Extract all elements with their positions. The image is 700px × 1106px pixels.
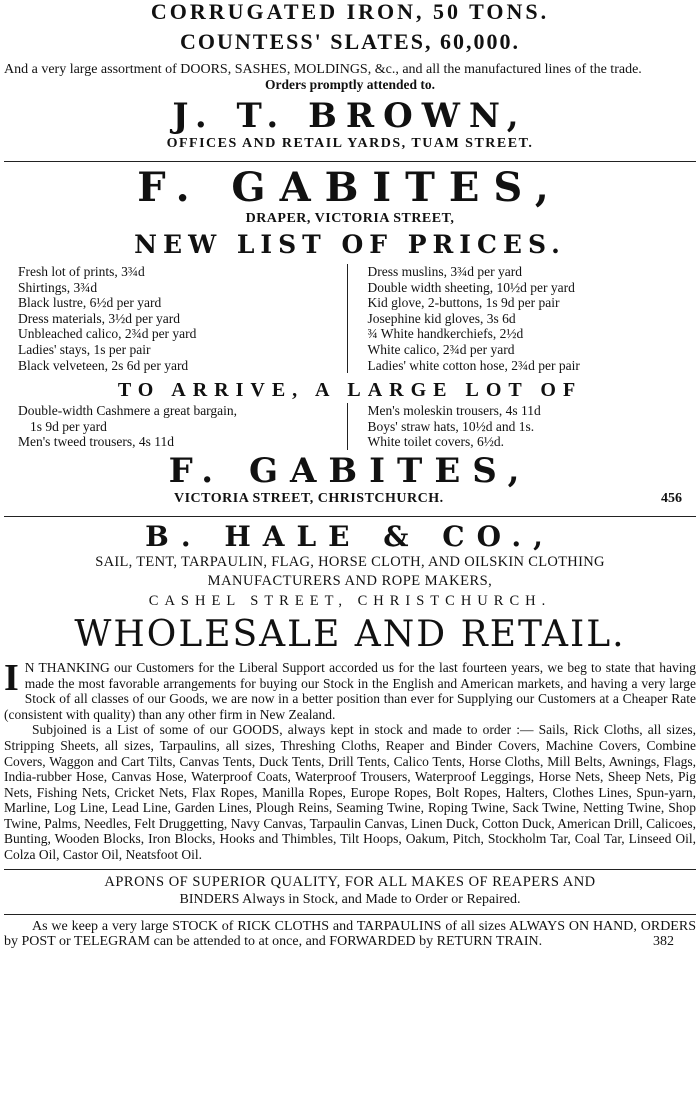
price-item: Ladies' white cotton hose, 2¾d per pair bbox=[367, 357, 580, 373]
hale-stock-notice bbox=[4, 919, 696, 951]
price-item: Dress muslins, 3¾d per yard bbox=[367, 264, 522, 279]
arrive-heading: TO ARRIVE, A LARGE LOT OF bbox=[117, 379, 583, 402]
arrive-item: Double-width Cashmere a great bargain, bbox=[18, 403, 238, 419]
brown-description: And a very large assortment of DOORS, SASHES, MOLDINGS, &c., and all the manufactured lines of the trade. bbox=[4, 62, 642, 77]
hale-advert bbox=[4, 521, 696, 950]
gabites-advert bbox=[4, 166, 696, 508]
divider bbox=[4, 516, 696, 517]
arrive-column-left bbox=[4, 403, 347, 450]
price-item: Double width sheeting, 10½d per yard bbox=[367, 279, 575, 295]
divider bbox=[4, 869, 696, 870]
arrive-item: Men's moleskin trousers, 4s 11d bbox=[367, 403, 541, 419]
hale-trades-2: MANUFACTURERS AND ROPE MAKERS, bbox=[207, 572, 493, 589]
hale-intro bbox=[4, 656, 696, 722]
gabites-name: F. GABITES, bbox=[137, 164, 563, 211]
hale-goods-list: Subjoined is a List of some of our GOODS, always kept in stock and made to order :— Sails, Rick Cloths, all sizes, Stripping Sheets, all sizes, Tarpaulins, all sizes, Threshing Cloths, Reaper and Binder Covers, Machine Covers, Combine Covers, Waggon and Cart Tilts, Canvas Tents, Duck Tents, Drill Tents, Calico Tents, Horse Cloths, Mill Belts, Awnings, Flags, India-rubber Hose, Canvas Hose, Waterproof Coats, Waterproof Trousers, Waterproof Leggings, Horse Nets, Sheep Nets, Pig Nets, Fishing Nets, Cricket Nets, Flax Ropes, Manilla Ropes, Europe Ropes, Bolt Ropes, Halters, Clothes Lines, Spun-yarn, Marline, Log Line, Lead Line, Garden Lines, Plough Reins, Seaming Twine, Roping Twine, Sack Twine, Netting Twine, Shop Twine, Palms, Needles, Felt Druggetting, Navy Canvas, Tarpaulin Canvas, Linen Duck, Cotton Duck, American Drill, Calicoes, Bunting, Wooden Blocks, Iron Blocks, Hooks and Thimbles, Tilt Hoops, Oakum, Pitch, Stockholm Tar, Coal Tar, Linseed Oil, Colza Oil, Castor Oil, Neatsfoot Oil. bbox=[4, 722, 696, 863]
hale-stock-text: As we keep a very large STOCK of RICK CLOTHS and TARPAULINS of all sizes ALWAYS ON HAND, ORDERS by POST or TELEGRAM can be attended to at once, and FORWARDED by RETURN TRAIN. bbox=[4, 918, 696, 950]
divider bbox=[4, 161, 696, 162]
arrive-item: Boys' straw hats, 10½d and 1s. bbox=[367, 418, 535, 434]
price-item: Unbleached calico, 2¾d per yard bbox=[18, 326, 197, 342]
divider bbox=[4, 914, 696, 915]
price-item: Shirtings, 3¾d bbox=[18, 279, 98, 295]
brown-orders-note: Orders promptly attended to. bbox=[265, 77, 435, 92]
price-item: Black lustre, 6½d per yard bbox=[18, 295, 162, 311]
gabites-address-row bbox=[4, 490, 696, 508]
aprons-notice-2: BINDERS Always in Stock, and Made to Order or Repaired. bbox=[179, 891, 521, 907]
price-item: ¾ White handkerchiefs, 2½d bbox=[367, 326, 524, 342]
gabites-name-footer: F. GABITES, bbox=[168, 450, 532, 491]
wholesale-banner: WHOLESALE AND RETAIL. bbox=[74, 613, 626, 655]
arrive-item: 1s 9d per yard bbox=[30, 418, 107, 434]
brown-advert bbox=[4, 0, 696, 153]
gabites-address: VICTORIA STREET, CHRISTCHURCH. bbox=[174, 490, 444, 506]
brown-headline-slates: COUNTESS' SLATES, 60,000. bbox=[180, 29, 520, 54]
hale-intro-text: N THANKING our Customers for the Liberal Support accorded us for the last fourteen years, we beg to state that having made the most favorable arrangements for buying our Stock in the English and American markets, and having a very large Stock of all classes of our Goods, we are now in a better position than ever for Supplying our Customers at a Cheaper Rate (consistent with quality) than any other firm in New Zealand. bbox=[4, 659, 696, 722]
arrive-item: White toilet covers, 6½d. bbox=[367, 434, 504, 450]
hale-trades: SAIL, TENT, TARPAULIN, FLAG, HORSE CLOTH, AND OILSKIN CLOTHING bbox=[95, 553, 605, 570]
hale-name: B. HALE & CO., bbox=[145, 519, 555, 553]
arrive-column-right bbox=[347, 403, 697, 450]
price-item: Ladies' stays, 1s per pair bbox=[18, 341, 151, 357]
price-item: Kid glove, 2-buttons, 1s 9d per pair bbox=[367, 295, 560, 311]
price-item: Josephine kid gloves, 3s 6d bbox=[367, 310, 516, 326]
drop-cap: I bbox=[4, 656, 19, 699]
brown-offices: OFFICES AND RETAIL YARDS, TUAM STREET. bbox=[166, 136, 534, 151]
price-list bbox=[4, 264, 696, 373]
gabites-subtitle: DRAPER, VICTORIA STREET, bbox=[245, 211, 455, 226]
price-column-left bbox=[4, 264, 347, 373]
advert-number: 456 bbox=[661, 490, 682, 506]
arrive-item: Men's tweed trousers, 4s 11d bbox=[18, 434, 175, 450]
advert-number: 382 bbox=[653, 934, 674, 950]
price-column-right bbox=[347, 264, 697, 373]
price-item: Fresh lot of prints, 3¾d bbox=[18, 264, 145, 279]
brown-headline-iron: CORRUGATED IRON, 50 TONS. bbox=[150, 0, 550, 24]
arrive-list bbox=[4, 403, 696, 450]
price-list-heading: NEW LIST OF PRICES. bbox=[134, 230, 566, 259]
price-item: Dress materials, 3½d per yard bbox=[18, 310, 180, 326]
price-item: Black velveteen, 2s 6d per yard bbox=[18, 357, 189, 373]
price-item: White calico, 2¾d per yard bbox=[367, 341, 515, 357]
hale-street: CASHEL STREET, CHRISTCHURCH. bbox=[148, 592, 552, 609]
brown-name: J. T. BROWN, bbox=[172, 96, 528, 136]
aprons-notice: APRONS OF SUPERIOR QUALITY, FOR ALL MAKES OF REAPERS AND bbox=[104, 873, 596, 890]
